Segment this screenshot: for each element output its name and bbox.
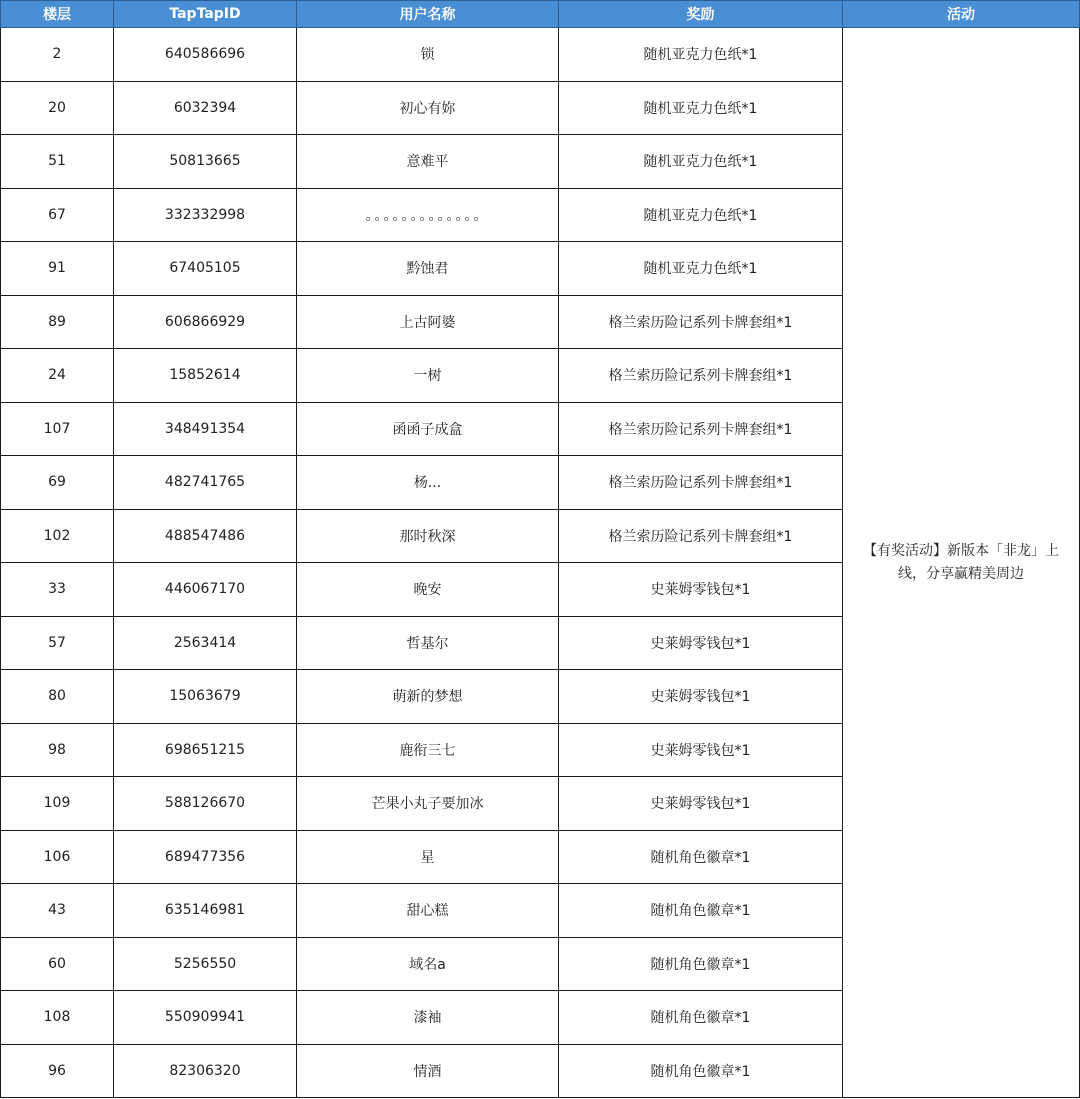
floor-cell: 91 <box>1 242 114 296</box>
taptap-id-cell: 15063679 <box>114 670 297 724</box>
reward-cell: 随机角色徽章*1 <box>559 830 843 884</box>
reward-cell: 格兰索历险记系列卡牌套组*1 <box>559 402 843 456</box>
username-cell: 鹿衔三七 <box>297 723 559 777</box>
taptap-id-cell: 640586696 <box>114 28 297 82</box>
taptap-id-cell: 67405105 <box>114 242 297 296</box>
floor-cell: 33 <box>1 563 114 617</box>
taptap-id-cell: 332332998 <box>114 188 297 242</box>
taptap-id-cell: 82306320 <box>114 1044 297 1098</box>
floor-cell: 98 <box>1 723 114 777</box>
floor-cell: 57 <box>1 616 114 670</box>
floor-cell: 2 <box>1 28 114 82</box>
header-activity: 活动 <box>843 1 1080 28</box>
floor-cell: 51 <box>1 135 114 189</box>
taptap-id-cell: 635146981 <box>114 884 297 938</box>
username-cell: 域名a <box>297 937 559 991</box>
taptap-id-cell: 50813665 <box>114 135 297 189</box>
taptap-id-cell: 446067170 <box>114 563 297 617</box>
floor-cell: 102 <box>1 509 114 563</box>
header-username: 用户名称 <box>297 1 559 28</box>
username-cell: 漆袖 <box>297 991 559 1045</box>
table-body <box>1 28 1080 1098</box>
floor-cell: 60 <box>1 937 114 991</box>
taptap-id-cell: 2563414 <box>114 616 297 670</box>
floor-cell: 67 <box>1 188 114 242</box>
taptap-id-cell: 5256550 <box>114 937 297 991</box>
floor-cell: 24 <box>1 349 114 403</box>
header-row <box>1 1 1080 28</box>
username-cell: 那时秋深 <box>297 509 559 563</box>
username-cell: 甜心糕 <box>297 884 559 938</box>
header-taptap-id: TapTapID <box>114 1 297 28</box>
username-cell: 。。。。。。。。。。。。。 <box>297 188 559 242</box>
taptap-id-cell: 588126670 <box>114 777 297 831</box>
reward-cell: 史莱姆零钱包*1 <box>559 616 843 670</box>
taptap-id-cell: 550909941 <box>114 991 297 1045</box>
username-cell: 芒果小丸子要加冰 <box>297 777 559 831</box>
taptap-id-cell: 689477356 <box>114 830 297 884</box>
reward-cell: 随机亚克力色纸*1 <box>559 28 843 82</box>
reward-cell: 随机角色徽章*1 <box>559 991 843 1045</box>
taptap-id-cell: 606866929 <box>114 295 297 349</box>
reward-cell: 随机亚克力色纸*1 <box>559 81 843 135</box>
reward-cell: 格兰索历险记系列卡牌套组*1 <box>559 509 843 563</box>
taptap-id-cell: 698651215 <box>114 723 297 777</box>
username-cell: 意难平 <box>297 135 559 189</box>
reward-cell: 随机角色徽章*1 <box>559 1044 843 1098</box>
username-cell: 初心有妳 <box>297 81 559 135</box>
username-cell: 哲基尔 <box>297 616 559 670</box>
floor-cell: 108 <box>1 991 114 1045</box>
username-cell: 情酒 <box>297 1044 559 1098</box>
username-cell: 一树 <box>297 349 559 403</box>
username-cell: 星 <box>297 830 559 884</box>
header-reward: 奖励 <box>559 1 843 28</box>
username-cell: 锁 <box>297 28 559 82</box>
reward-cell: 史莱姆零钱包*1 <box>559 777 843 831</box>
floor-cell: 109 <box>1 777 114 831</box>
reward-cell: 随机亚克力色纸*1 <box>559 188 843 242</box>
table-row <box>1 28 1080 82</box>
floor-cell: 20 <box>1 81 114 135</box>
taptap-id-cell: 348491354 <box>114 402 297 456</box>
reward-cell: 随机亚克力色纸*1 <box>559 242 843 296</box>
floor-cell: 107 <box>1 402 114 456</box>
reward-cell: 格兰索历险记系列卡牌套组*1 <box>559 349 843 403</box>
username-cell: 黔蚀君 <box>297 242 559 296</box>
reward-cell: 随机角色徽章*1 <box>559 937 843 991</box>
floor-cell: 80 <box>1 670 114 724</box>
taptap-id-cell: 482741765 <box>114 456 297 510</box>
reward-cell: 史莱姆零钱包*1 <box>559 670 843 724</box>
taptap-id-cell: 15852614 <box>114 349 297 403</box>
reward-cell: 格兰索历险记系列卡牌套组*1 <box>559 295 843 349</box>
floor-cell: 43 <box>1 884 114 938</box>
username-cell: 函函子成盒 <box>297 402 559 456</box>
floor-cell: 106 <box>1 830 114 884</box>
floor-cell: 96 <box>1 1044 114 1098</box>
reward-cell: 格兰索历险记系列卡牌套组*1 <box>559 456 843 510</box>
floor-cell: 89 <box>1 295 114 349</box>
taptap-id-cell: 488547486 <box>114 509 297 563</box>
floor-cell: 69 <box>1 456 114 510</box>
reward-cell: 随机亚克力色纸*1 <box>559 135 843 189</box>
username-cell: 晚安 <box>297 563 559 617</box>
reward-cell: 史莱姆零钱包*1 <box>559 563 843 617</box>
username-cell: 萌新的梦想 <box>297 670 559 724</box>
reward-cell: 随机角色徽章*1 <box>559 884 843 938</box>
activity-cell: 【有奖活动】新版本「非龙」上线，分享赢精美周边 <box>843 28 1080 1098</box>
header-floor: 楼层 <box>1 1 114 28</box>
reward-cell: 史莱姆零钱包*1 <box>559 723 843 777</box>
username-cell: 上古阿婆 <box>297 295 559 349</box>
taptap-id-cell: 6032394 <box>114 81 297 135</box>
username-cell: 杨... <box>297 456 559 510</box>
